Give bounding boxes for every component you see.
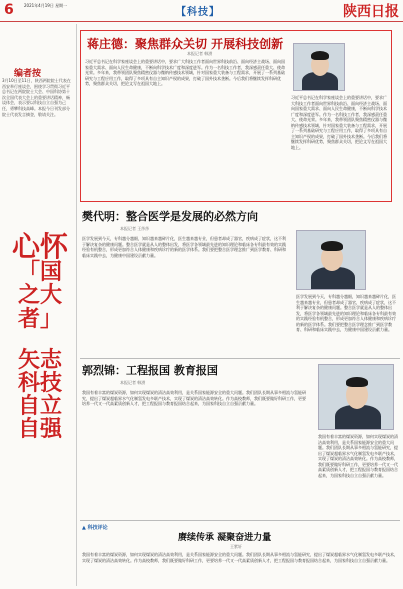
- portrait-photo: [293, 43, 345, 91]
- article-commentary: [80, 522, 400, 586]
- article-byline: 本报记者 王莎莎: [120, 226, 150, 231]
- portrait-hair: [346, 377, 368, 387]
- slogan-line: 「国之大者」: [17, 259, 62, 332]
- column-tag: ▲ 科技评论: [82, 525, 108, 531]
- portrait-hair: [311, 51, 329, 60]
- article-body: 我国有着丰富的煤炭资源，如何实现煤炭的清洁高效利用，是关系国家能源安全的重大问题。我们团队长期从事多相流与氢能研究，提出了煤炭超临界水气化制氢发电多联产技术，实现了煤炭的清洁高效转化。作为高校教师，我们既要做好科研工作，更要培养一代又一代高素质创新人才，把工程报国与教育报国结合起来，为国家科技自立自强贡献力量。: [82, 390, 306, 406]
- article-body: 医学发展到今天，专科越分越细，知识越来越碎片化，医生越来越专业，但患者却成了器官，疾病成了症状，这不利于解决复杂的健康问题。整合医学就是从人的整体出发，将医学各领域最先进的知识理论和临床各专科最有效的实践经验有机整合，形成更加符合人体健康和疾病诊疗的新的医学体系。我们要把整合医学理念推广到医学教育、科研和临床实践中去，为健康中国建设贡献力量。: [82, 236, 286, 258]
- article-title: 郭烈锦：工程报国 教育报国: [82, 364, 218, 377]
- section-divider: [80, 358, 400, 359]
- article-guo-liejin: [80, 360, 400, 520]
- slogan-line: 矢志科技: [17, 346, 62, 396]
- editor-note-text: 3月10日至11日，陕西两院院士代表在西安举行座谈会，围绕学习贯彻习近平总书记在两院院士大会、中国科协第十次全国代表大会上的重要讲话精神，畅谈体会，表示要以科技自立自强为己任，勇攀科技高峰。本报今日刊发部分院士代表发言摘登，敬请关注。: [2, 78, 71, 117]
- portrait-photo: [296, 230, 366, 290]
- column-divider: [76, 24, 77, 586]
- article-title: 蒋庄德：聚焦群众关切 开展科技创新: [87, 37, 284, 51]
- page-number: 6: [4, 2, 14, 18]
- article-body: 习近平总书记在科学家座谈会上的重要讲话中，要求广大科技工作者面向世界科技前沿、面向经济主战场、面向国家重大需求、面向人民生命健康，不断向科学技术广度和深度进军。作为一名科技工作者，我深感责任重大、使命光荣。多年来，我带领团队聚焦精密仪器与微纳传感技术领域，针对国家重大装备与工程需求，开展了一系列基础研究与工程应用工作，取得了多项具有自主知识产权的成果，打破了国外技术垄断。今后我们将继续发挥科研优势，聚焦群众关切，把论文写在祖国大地上。: [291, 95, 387, 150]
- section-title: 【科技】: [176, 7, 220, 18]
- article-byline: 本报记者 韩澍: [120, 380, 146, 385]
- article-title: 樊代明：整合医学是发展的必然方向: [82, 210, 258, 223]
- article-body: 我国有着丰富的煤炭资源，如何实现煤炭的清洁高效利用，是关系国家能源安全的重大问题。我们团队长期从事多相流与氢能研究，提出了煤炭超临界水气化制氢发电多联产技术，实现了煤炭的清洁高效转化。作为高校教师，我们既要做好科研工作，更要培养一代又一代高素质创新人才，把工程报国与教育报国结合起来，为国家科技自立自强贡献力量。: [82, 552, 398, 563]
- article-body: 习近平总书记在科学家座谈会上的重要讲话中，要求广大科技工作者面向世界科技前沿、面向经济主战场、面向国家重大需求、面向人民生命健康，不断向科学技术广度和深度进军。作为一名科技工作者，我深感责任重大、使命光荣。多年来，我带领团队聚焦精密仪器与微纳传感技术领域，针对国家重大装备与工程需求，开展了一系列基础研究与工程应用工作，取得了多项具有自主知识产权的成果，打破了国外技术垄断。今后我们将继续发挥科研优势，聚焦群众关切，把论文写在祖国大地上。: [85, 59, 285, 86]
- article-body: 医学发展到今天，专科越分越细，知识越来越碎片化，医生越来越专业，但患者却成了器官，疾病成了症状，这不利于解决复杂的健康问题。整合医学就是从人的整体出发，将医学各领域最先进的知识理论和临床各专科最有效的实践经验有机整合，形成更加符合人体健康和疾病诊疗的新的医学体系。我们要把整合医学理念推广到医学教育、科研和临床实践中去，为健康中国建设贡献力量。: [296, 294, 396, 332]
- portrait-photo: [318, 364, 394, 430]
- portrait-hair: [321, 241, 343, 251]
- article-body: 我国有着丰富的煤炭资源，如何实现煤炭的清洁高效利用，是关系国家能源安全的重大问题。我们团队长期从事多相流与氢能研究，提出了煤炭超临界水气化制氢发电多联产技术，实现了煤炭的清洁高效转化。作为高校教师，我们既要做好科研工作，更要培养一代又一代高素质创新人才，把工程报国与教育报国结合起来，为国家科技自立自强贡献力量。: [318, 434, 398, 478]
- article-title: 赓续传承 凝聚奋进力量: [178, 533, 272, 543]
- masthead-logo: 陕西日报: [343, 4, 399, 20]
- slogan-line: 自立自强: [17, 392, 62, 442]
- section-divider: [80, 520, 400, 521]
- article-fan-daiming: [80, 206, 400, 356]
- article-byline: 王紫轩: [230, 544, 242, 549]
- article-jiang-zhuangde: [80, 30, 392, 202]
- article-byline: 本报记者 韩澍: [187, 51, 213, 56]
- editor-note-label: 编者按: [14, 69, 42, 79]
- page-header: [0, 0, 403, 22]
- headline-slogan: [10, 232, 70, 441]
- slogan-line: 心怀: [11, 230, 68, 263]
- date-line: 2021年4月19日 星期一: [24, 3, 68, 8]
